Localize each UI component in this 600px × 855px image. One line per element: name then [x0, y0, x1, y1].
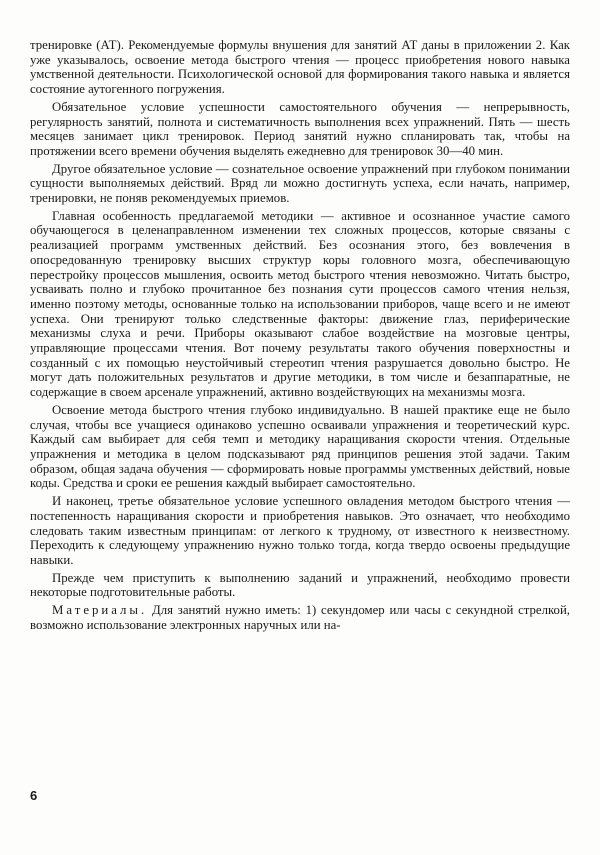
paragraph-preparation: Прежде чем приступить к выполнению заданий и упражнений, необходимо провести некоторые подготовительные работы. [30, 570, 570, 600]
paragraph-materials [30, 603, 570, 632]
paragraph-conscious-mastery: Другое обязательное условие — сознательное освоение упражнений при глубоком понимании сущности выполняемых действий. Вряд ли можно достигнуть успеха, если начать, например, тренировки, не поняв рекомендуемых приемов. [30, 161, 570, 206]
paragraph-individual: Освоение метода быстрого чтения глубоко индивидуально. В нашей практике еще не было случая, чтобы все учащиеся одинаково успешно осваивали упражнения и теоретический курс. Каждый сам выбирает для себя темп и методику наращивания скорости чтения. Отдельные упражнения и методика в целом подсказывают ряд принципов решения этой задачи. Таким образом, общая задача обучения — сформировать новые программы умственных действий, новые коды. Средства и сроки ее решения каждый выбирает самостоятельно. [30, 402, 570, 491]
paragraph-regularity: Обязательное условие успешности самостоятельного обучения — непрерывность, регулярность занятий, полнота и систематичность выполнения всех упражнений. Пять — шесть месяцев занимает цикл тренировок. Период занятий нужно спланировать так, чтобы на протяжении всего времени обучения выделять ежедневно для тренировок 30—40 мин. [30, 99, 570, 158]
paragraph-gradualness: И наконец, третье обязательное условие успешного овладения методом быстрого чтения — постепенность наращивания скорости и приобретения навыков. Это означает, что необходимо следовать таким известным принципам: от легкого к трудному, от известного к неизвестному. Переходить к следующему упражнению нужно только тогда, когда твердо освоены предыдущие навыки. [30, 494, 570, 567]
paragraph-main-feature: Главная особенность предлагаемой методики — активное и осознанное участие самого обучающегося в целенаправленном изменении тех сложных процессов, которые связаны с реализацией программ умственных действий. Без осознания этого, без вовлечения в опосредованную тренировку высших структур коры головного мозга, обеспечивающую перестройку процессов мышления, освоить метод быстрого чтения невозможно. Читать быстро, усваивать полно и глубоко прочитанное без познания сути процессов самого чтения нельзя, именно поэтому методы, основанные только на использовании приборов, чаще всего и не имеют успеха. Они тренируют только следственные факторы: движение глаз, периферические механизмы слуха и речи. Приборы оказывают слабое воздействие на мозговые центры, управляющие процессами чтения. Вот почему результаты такого обучения поверхностны и созданный с их помощью неустойчивый стереотип чтения разрушается довольно быстро. Не могут дать положительных результатов и другие методики, в том числе и безаппаратные, не содержащие в своем арсенале упражнений, активно воздействующих на механизмы мозга. [30, 208, 570, 400]
body-text [30, 38, 570, 635]
materials-text: Для занятий нужно иметь: 1) секундомер или часы с секундной стрелкой, возможно использование электронных наручных или на- [30, 603, 570, 632]
page-number: 6 [30, 788, 38, 803]
paragraph-continuation: тренировке (АТ). Рекомендуемые формулы внушения для занятий АТ даны в приложении 2. Как уже указывалось, освоение метода быстрого чтения — процесс приобретения нового навыка умственной деятельности. Психологической основой для формирования такого навыка и является состояние аутогенного погружения. [30, 38, 570, 97]
materials-heading: Материалы. [52, 603, 148, 618]
